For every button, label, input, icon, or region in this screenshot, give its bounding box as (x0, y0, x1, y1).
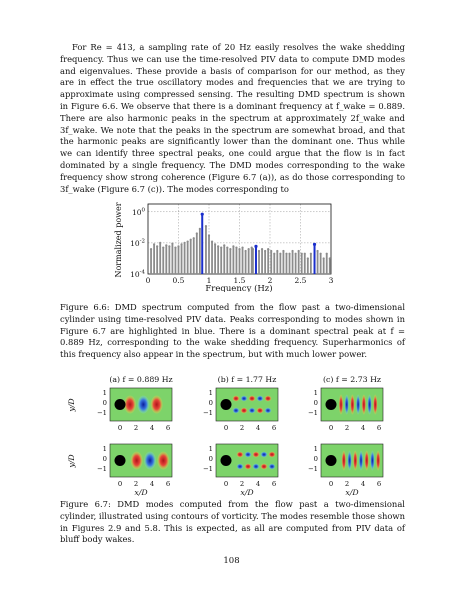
vortex-blob (237, 464, 244, 470)
y-tick-label: $10^0$ (131, 207, 145, 217)
x-tick-label: 6 (165, 480, 171, 488)
spectrum-point (307, 257, 309, 259)
spectrum-point (238, 248, 240, 250)
vortex-blob (342, 451, 346, 471)
x-tick-label: 4 (360, 480, 366, 488)
spectrum-point (258, 250, 260, 252)
spectrum-point (329, 257, 331, 259)
x-tick-label: 0 (223, 424, 229, 432)
x-tick-label: 4 (149, 480, 155, 488)
y-tick-label: −1 (96, 465, 107, 473)
spectrum-point (288, 253, 290, 255)
spectrum-point (241, 246, 243, 248)
spectrum-point (217, 245, 219, 247)
vortex-blob (253, 464, 260, 470)
spectrum-point (316, 250, 318, 252)
vortex-blob (269, 452, 276, 458)
spectrum-point (150, 248, 152, 250)
vortex-blob (261, 452, 268, 458)
vortex-blob (249, 408, 256, 414)
y-axis-label: y/D (67, 398, 76, 412)
x-tick-label: 4 (255, 480, 261, 488)
y-tick-label: $10^{-2}$ (130, 238, 145, 248)
vortex-blob (124, 396, 136, 414)
mode-panel (308, 444, 383, 488)
y-tick-label: $10^{-4}$ (130, 269, 145, 279)
y-tick-label: −1 (96, 409, 107, 417)
x-axis-label: x/D (240, 488, 254, 497)
vortex-blob (257, 396, 264, 402)
y-tick-label: 0 (313, 399, 318, 407)
spectrum-point (270, 250, 272, 252)
x-tick-label: 4 (149, 424, 155, 432)
spectrum-point (301, 253, 303, 255)
spectrum-point (229, 248, 231, 250)
spectrum-point (276, 250, 278, 252)
spectrum-point (282, 250, 284, 252)
y-tick-label: 1 (313, 389, 318, 397)
panel-title: (c) f = 2.73 Hz (322, 375, 382, 384)
spectrum-point (174, 246, 176, 248)
x-tick-label: 2 (239, 424, 245, 432)
vortex-blob (241, 408, 248, 414)
figure-6-6-caption: Figure 6.6: DMD spectrum computed from the flow past a two-dimensional cylinder using time-resolved PIV data. Peaks corresponding to modes shown in Figure 6.7 are highlighted in blue. There is a dominant spectral peak at f = 0.889 Hz, corresponding to the wake shedding frequency. Superharmonics of this frequency also appear in the spectrum, but with much lower power. (60, 302, 405, 360)
spectrum-point (273, 253, 275, 255)
cylinder-disk (326, 455, 337, 466)
x-tick-label: 6 (165, 424, 171, 432)
panel-title: (b) f = 1.77 Hz (217, 375, 277, 384)
x-tick-label: 6 (271, 424, 277, 432)
vortex-blob (137, 396, 149, 414)
x-tick-label: 2 (133, 424, 139, 432)
spectrum-point (165, 244, 167, 246)
vortex-blob (257, 408, 264, 414)
y-tick-label: −1 (307, 409, 318, 417)
spectrum-point (295, 253, 297, 255)
y-tick-labels (130, 207, 145, 279)
vortex-blob (245, 452, 252, 458)
vortex-blob (376, 451, 380, 471)
y-tick-label: 0 (102, 455, 107, 463)
cylinder-disk (221, 455, 232, 466)
mode-panel (97, 388, 172, 432)
spectrum-point (323, 257, 325, 259)
spectrum-point (196, 232, 198, 234)
vortex-blob (233, 408, 240, 414)
vortex-blob (261, 464, 268, 470)
spectrum-point (193, 237, 195, 239)
x-tick-label: 0 (223, 480, 229, 488)
y-axis-label: Normalized power (114, 202, 123, 278)
x-axis-label: x/D (345, 488, 359, 497)
spectrum-point (190, 239, 192, 241)
vortex-blob (245, 464, 252, 470)
spectrum-point (223, 244, 225, 246)
y-tick-label: 1 (208, 389, 213, 397)
x-tick-label: 1.5 (233, 276, 246, 285)
spectrum-point (177, 245, 179, 247)
vortex-blob (353, 451, 357, 471)
spectrum-point (235, 246, 237, 248)
spectrum-point (180, 243, 182, 245)
vortex-blob (131, 452, 143, 470)
vortex-blob (241, 396, 248, 402)
x-tick-label: 2.5 (294, 276, 307, 285)
panel-title: (a) f = 0.889 Hz (109, 375, 173, 384)
spectrum-point (320, 253, 322, 255)
spectrum-point (261, 248, 263, 250)
y-tick-label: 1 (313, 445, 318, 453)
spectrum-point (304, 253, 306, 255)
spectrum-point (168, 245, 170, 247)
y-tick-label: 0 (208, 399, 213, 407)
x-tick-label: 1 (206, 276, 212, 285)
mode-panel (203, 444, 278, 488)
x-tick-label: 0 (145, 276, 151, 285)
spectrum-point (310, 253, 312, 255)
x-axis-label: x/D (134, 488, 148, 497)
vortex-blob (350, 395, 354, 415)
vortex-blob (233, 396, 240, 402)
y-tick-label: −1 (202, 409, 213, 417)
x-tick-label: 2 (344, 424, 350, 432)
spectrum-point (205, 225, 207, 227)
figure-6-7-caption: Figure 6.7: DMD modes computed from the flow past a two-dimensional cylinder, illustrated using contours of vorticity. The modes resemble those shown in Figures 2.9 and 5.8. This is expected, as all are computed from PIV data of bluff body wakes. (60, 499, 405, 545)
x-tick-label: 6 (271, 480, 277, 488)
spectrum-point (220, 246, 222, 248)
spectrum-point (232, 245, 234, 247)
x-tick-label: 0 (328, 480, 334, 488)
vortex-blob (373, 395, 377, 415)
spectrum-point (162, 246, 164, 248)
y-tick-label: 1 (102, 389, 107, 397)
vortex-blob (265, 408, 272, 414)
vortex-blob (339, 395, 343, 415)
vortex-blob (265, 396, 272, 402)
x-tick-label: 2 (239, 480, 245, 488)
x-tick-label: 2 (267, 276, 273, 285)
spectrum-point (171, 243, 173, 245)
x-tick-label: 6 (376, 424, 382, 432)
vortex-blob (157, 452, 169, 470)
highlighted-peak-point (254, 245, 257, 248)
highlighted-peak-point (201, 213, 204, 216)
spectrum-point (248, 248, 250, 250)
vortex-blob (151, 396, 163, 414)
spectrum-point (279, 253, 281, 255)
mode-panels (67, 375, 383, 497)
spectrum-point (211, 241, 213, 243)
x-tick-label: 0 (328, 424, 334, 432)
vortex-blob (144, 452, 156, 470)
page-number: 108 (223, 556, 240, 566)
vortex-blob (362, 395, 366, 415)
y-tick-label: 0 (102, 399, 107, 407)
vortex-blob (365, 451, 369, 471)
dmd-modes-figure (60, 372, 400, 497)
x-tick-label: 0.5 (172, 276, 185, 285)
spectrum-point (184, 242, 186, 244)
y-tick-label: 0 (313, 455, 318, 463)
cylinder-disk (221, 399, 232, 410)
vortex-blob (356, 395, 360, 415)
dmd-spectrum-chart (108, 200, 338, 292)
spectrum-point (159, 242, 161, 244)
vortex-blob (345, 395, 349, 415)
x-tick-label: 4 (255, 424, 261, 432)
x-tick-label: 2 (344, 480, 350, 488)
x-tick-label: 4 (360, 424, 366, 432)
x-tick-label: 0 (117, 480, 123, 488)
x-tick-label: 3 (328, 276, 334, 285)
spectrum-point (156, 245, 158, 247)
spectrum-point (199, 228, 201, 230)
y-tick-label: −1 (307, 465, 318, 473)
vortex-blob (370, 451, 374, 471)
vortex-blob (347, 451, 351, 471)
y-tick-label: 1 (208, 445, 213, 453)
y-tick-label: −1 (202, 465, 213, 473)
spectrum-point (153, 243, 155, 245)
spectrum-point (226, 246, 228, 248)
x-axis-label: Frequency (Hz) (205, 284, 273, 292)
spectrum-point (285, 253, 287, 255)
spectrum-point (214, 243, 216, 245)
spectrum-point (267, 248, 269, 250)
x-tick-label: 2 (133, 480, 139, 488)
vortex-blob (269, 464, 276, 470)
y-tick-label: 0 (208, 455, 213, 463)
spectrum-point (291, 250, 293, 252)
vortex-blob (359, 451, 363, 471)
spectrum-point (208, 234, 210, 236)
x-tick-label: 6 (376, 480, 382, 488)
spectrum-point (264, 250, 266, 252)
y-tick-label: 1 (102, 445, 107, 453)
vortex-blob (367, 395, 371, 415)
x-tick-label: 0 (117, 424, 123, 432)
spectrum-point (298, 250, 300, 252)
spectrum-point (245, 250, 247, 252)
spectrum-bars (150, 213, 331, 274)
vortex-blob (249, 396, 256, 402)
spectrum-point (326, 253, 328, 255)
body-paragraph: For Re = 413, a sampling rate of 20 Hz easily resolves the wake shedding frequency. Thus we can use the time-resolved PIV data to compute DMD modes and eigenvalues. These provide a basis of comparison for our method, as they are in effect the true oscillatory modes and frequencies that we are trying to approximate using compressed sensing. The resulting DMD spectrum is shown in Figure 6.6. We observe that there is a dominant frequency at f_wake = 0.889. There are also harmonic peaks in the spectrum at approximately 2f_wake and 3f_wake. We note that the peaks in the spectrum are somewhat broad, and that the harmonic peaks are significantly lower than the dominant one. Thus while we can identify three spectral peaks, one could argue that the flow is in fact dominated by a single frequency. The DMD modes corresponding to the wake frequency show strong coherence (Figure 6.7 (a)), as do those corresponding to 3f_wake (Figure 6.7 (c)). The modes corresponding to (60, 42, 405, 194)
mode-panel (308, 388, 383, 432)
y-axis-label: y/D (67, 454, 76, 468)
vortex-blob (253, 452, 260, 458)
highlighted-peak-point (313, 243, 316, 246)
cylinder-disk (326, 399, 337, 410)
mode-panel (203, 388, 278, 432)
spectrum-point (252, 248, 254, 250)
cylinder-disk (115, 399, 126, 410)
vortex-blob (237, 452, 244, 458)
spectrum-point (187, 241, 189, 243)
mode-panel (97, 444, 172, 488)
cylinder-disk (115, 455, 126, 466)
